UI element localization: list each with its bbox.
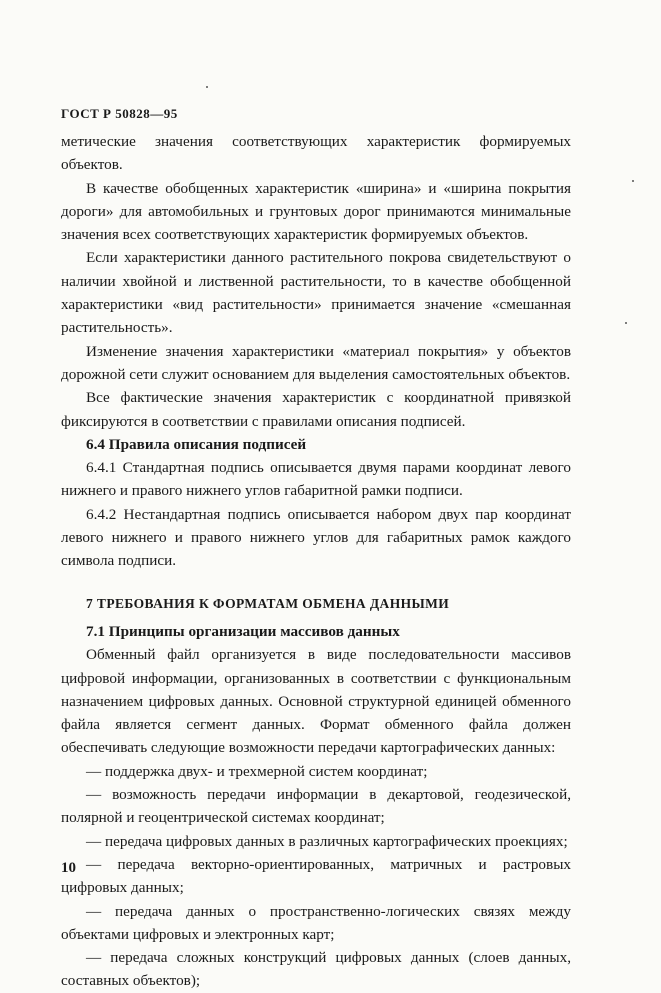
subsection-heading-7-1: 7.1 Принципы организации массивов данных — [86, 622, 400, 640]
paragraph: В качестве обобщенных характеристик «ширина» и «ширина покрытия дороги» для автомобильных и грунтовых дорог принимаются минимальные значения всех соответствующих характеристик формируемых объектов. — [61, 179, 571, 244]
list-item: — передача векторно-ориентированных, матричных и растровых цифровых данных; — [61, 855, 571, 897]
paragraph: метические значения соответствующих характеристик формируемых объектов. — [61, 133, 571, 174]
paragraph: Все фактические значения характеристик с координатной привязкой фиксируются в соответствии с правилами описания подписей. — [61, 389, 571, 430]
paragraph: Изменение значения характеристики «материал покрытия» у объектов дорожной сети служит основанием для выделения самостоятельных объектов. — [61, 342, 571, 383]
page-number: 10 — [61, 860, 76, 876]
standard-header: ГОСТ Р 50828—95 — [61, 106, 178, 121]
scan-speck — [206, 86, 208, 88]
list-item: — возможность передачи информации в декартовой, геодезической, полярной и геоцентрической системах координат; — [61, 786, 571, 827]
subsection-heading-6-4: 6.4 Правила описания подписей — [86, 435, 307, 453]
paragraph-6-4-1: 6.4.1 Стандартная подпись описывается двумя парами координат левого нижнего и правого нижнего углов габаритной рамки подписи. — [61, 459, 571, 500]
list-item: — поддержка двух- и трехмерной систем координат; — [86, 762, 428, 780]
list-item: — передача цифровых данных в различных картографических проекциях; — [86, 832, 568, 850]
body-text — [61, 130, 571, 993]
scan-speck — [625, 322, 627, 324]
section-heading-7: 7 ТРЕБОВАНИЯ К ФОРМАТАМ ОБМЕНА ДАННЫМИ — [86, 595, 450, 611]
paragraph-7-1: Обменный файл организуется в виде последовательности массивов цифровой информации, организованных в соответствии с функциональным назначением цифровых данных. Основной структурной единицей обменного файла является сегмент данных. Формат обменного файла должен обеспечивать следующие возможности передачи картографических данных: — [61, 646, 571, 757]
scan-speck — [632, 180, 634, 182]
paragraph-6-4-2: 6.4.2 Нестандартная подпись описывается набором двух пар координат левого нижнего и правого нижнего углов для габаритных рамок каждого символа подписи. — [61, 505, 571, 570]
paragraph: Если характеристики данного растительного покрова свидетельствуют о наличии хвойной и лиственной растительности, то в качестве обобщенной характеристики «вид растительности» принимается значение «смешанная растительность». — [61, 249, 571, 337]
list-item: — передача данных о пространственно-логических связях между объектами цифровых и электронных карт; — [61, 902, 571, 943]
list-item: — передача сложных конструкций цифровых данных (слоев данных, составных объектов); — [61, 949, 571, 990]
